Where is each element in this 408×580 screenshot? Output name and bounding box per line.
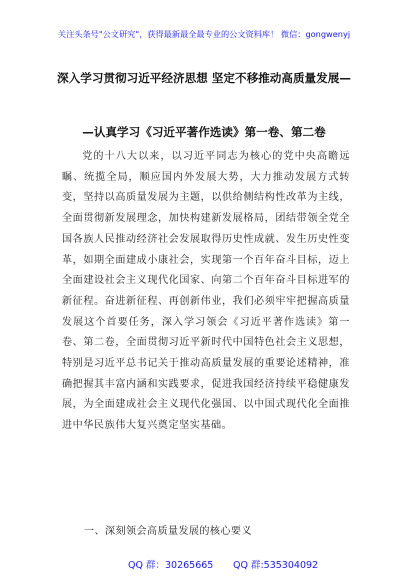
- document-title-line-2: —认真学习《习近平著作选读》第一卷、第二卷: [82, 125, 326, 139]
- footer-qq-group-2: QQ 群:535304092: [233, 560, 319, 571]
- footer-qq-group-1: QQ 群：30265665: [128, 560, 214, 571]
- header-watermark-note: 关注头条号"公文研究"，获得最新最全最专业的公文资料库！ 微信：gongwenyj: [57, 29, 351, 39]
- body-paragraph: 党的十八大以来，以习近平同志为核心的党中央高瞻远瞩、统揽全局，顺应国内外发展大势，大力推动发展方式转变，坚持以高质量发展为主题，以供给侧结构性改革为主线，全面贯彻新发展理念，加快构建新发展格局，团结带领全党全国各族人民推动经济社会发展取得历史性成就、发生历史性变革，如期全面建成小康社会，实现第一个百年奋斗目标，迈上全面建设社会主义现代化国家、向第二个百年奋斗目标进军的新征程。奋进新征程、再创新伟业，我们必须牢牢把握高质量发展这个首要任务，深入学习领会《习近平著作选读》第一卷、第二卷，全面贯彻习近平新时代中国特色社会主义思想，特别是习近平总书记关于推动高质量发展的重要论述精神，准确把握其丰富内涵和实践要求，促进我国经济持续平稳健康发展，为全面建成社会主义现代化强国、以中国式现代化全面推进中华民族伟大复兴奠定坚实基础。: [62, 151, 350, 432]
- document-title-line-1: 深入学习贯彻习近平经济思想 坚定不移推动高质量发展—: [57, 71, 351, 85]
- section-heading-1: 一、深刻领会高质量发展的核心要义: [84, 526, 252, 537]
